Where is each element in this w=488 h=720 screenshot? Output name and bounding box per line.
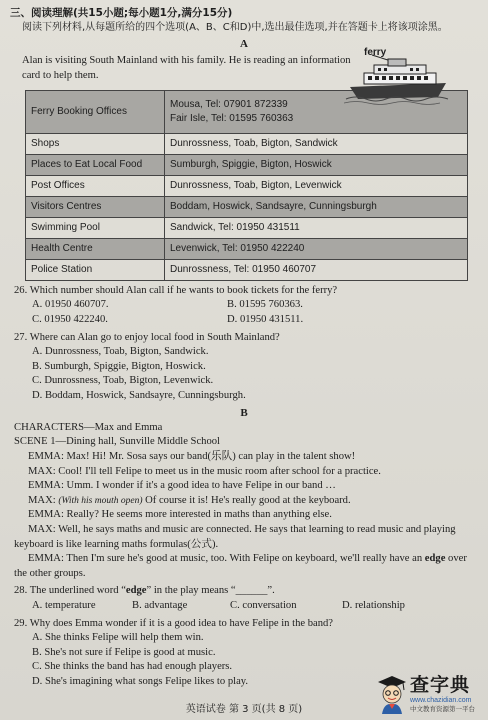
play-line-3 — [14, 479, 478, 494]
info-category: Police Station — [26, 259, 165, 280]
info-row — [26, 154, 468, 175]
option-28-b: B. advantage — [132, 600, 188, 612]
question-27-stem: 27. Where can Alan go to enjoy local food in South Mainland? — [14, 331, 280, 343]
line-text: over the other groups. — [14, 553, 467, 579]
ferry-illustration — [344, 49, 452, 105]
info-row — [26, 196, 468, 217]
line-text: MAX: Cool! I'll tell Felipe to meet us in the music room after school for a practice. — [28, 465, 381, 477]
stem-text: ” in the play means “______”. — [146, 585, 275, 597]
option-26-c: C. 01950 422240. — [32, 313, 108, 325]
info-value-line: Dunrossness, Toab, Bigton, Levenwick — [170, 179, 342, 191]
info-row — [26, 259, 468, 280]
page-footer: 英语试卷 第 3 页(共 8 页) — [185, 704, 303, 715]
option-26-b: B. 01595 760363. — [227, 299, 303, 311]
option-27-b: B. Sumburgh, Spiggie, Bigton, Hoswick. — [32, 360, 206, 372]
info-category: Visitors Centres — [26, 196, 165, 217]
mascot-icon — [376, 674, 408, 714]
info-value — [165, 196, 468, 217]
play-line-5 — [14, 508, 478, 523]
info-category: Shops — [26, 133, 165, 154]
edge-word: edge — [424, 553, 446, 565]
part-a-intro: Alan is visiting South Mainland with his family. He is reading an information card to help them. — [22, 55, 351, 82]
ferry-icon — [344, 49, 452, 105]
info-value — [165, 133, 468, 154]
option-28-a: A. temperature — [32, 600, 96, 612]
info-category: Places to Eat Local Food — [26, 154, 165, 175]
info-category: Ferry Booking Offices — [26, 90, 165, 133]
ferry-label: ferry — [364, 47, 387, 58]
underlined-word: edge — [125, 585, 147, 597]
play-line-2 — [14, 465, 478, 480]
option-26-d: D. 01950 431511. — [227, 313, 304, 325]
info-value-line: Dunrossness, Toab, Bigton, Sandwick — [170, 137, 338, 149]
play-line-6 — [14, 523, 478, 552]
option-26-a: A. 01950 460707. — [32, 299, 109, 311]
option-28-d: D. relationship — [342, 600, 405, 612]
section-instruction: 阅读下列材料,从每题所给的四个选项(A、B、C和D)中,选出最佳选项,并在答题卡上将该项涂黑。 — [22, 22, 448, 34]
question-28-stem — [14, 584, 478, 599]
play-script — [14, 421, 478, 582]
question-26-options — [32, 298, 478, 327]
line-text: EMMA: Umm. I wonder if it's a good idea to have Felipe in our band … — [28, 480, 336, 492]
question-27 — [10, 331, 478, 404]
info-row — [26, 133, 468, 154]
information-card-table — [25, 90, 468, 281]
info-row — [26, 217, 468, 238]
option-29-c: C. She thinks the band has had enough players. — [32, 661, 233, 673]
logo-url: www.chazidian.com — [410, 697, 472, 704]
info-value-line: Boddam, Hoswick, Sandsayre, Cunningsburgh — [170, 200, 377, 212]
stage-direction: (With his mouth open) — [58, 495, 143, 506]
info-category: Post Offices — [26, 175, 165, 196]
question-28 — [10, 584, 478, 613]
info-value — [165, 259, 468, 280]
line-text: EMMA: Then I'm sure he's good at music, too. With Felipe on keyboard, we'll really have an — [28, 553, 425, 565]
stem-text: 28. The underlined word “ — [14, 585, 126, 597]
info-category: Health Centre — [26, 238, 165, 259]
part-a-label: A — [240, 38, 248, 51]
line-text: EMMA: Max! Hi! Mr. Sosa says our band(乐队) can play in the talent show! — [28, 450, 356, 462]
info-value — [165, 238, 468, 259]
option-29-d: D. She's imagining what songs Felipe likes to play. — [32, 676, 249, 688]
info-value-line: Levenwick, Tel: 01950 422240 — [170, 242, 305, 254]
option-29-a: A. She thinks Felipe will help them win. — [32, 632, 204, 644]
logo-name: 查字典 — [410, 674, 471, 696]
info-value — [165, 154, 468, 175]
option-27-d: D. Boddam, Hoswick, Sandsayre, Cunningsburgh. — [32, 389, 246, 401]
play-line-4 — [14, 494, 478, 509]
info-row — [26, 175, 468, 196]
info-value-line: Sandwick, Tel: 01950 431511 — [170, 221, 300, 233]
option-29-b: B. She's not sure if Felipe is good at music. — [32, 646, 216, 658]
line-text: EMMA: Really? He seems more interested in maths than anything else. — [28, 509, 332, 521]
part-b-label: B — [240, 406, 248, 419]
option-27-a: A. Dunrossness, Toab, Bigton, Sandwick. — [32, 346, 209, 358]
info-category: Swimming Pool — [26, 217, 165, 238]
section-heading: 三、阅读理解(共15小题;每小题1分,满分15分) — [10, 7, 233, 19]
info-row — [26, 238, 468, 259]
chazidian-logo — [376, 670, 484, 716]
option-27-c: C. Dunrossness, Toab, Bigton, Levenwick. — [32, 375, 214, 387]
info-value-line: Fair Isle, Tel: 01595 760363 — [170, 112, 294, 124]
info-value — [165, 175, 468, 196]
info-value-line: Sumburgh, Spiggie, Bigton, Hoswick — [170, 158, 332, 170]
line-text: MAX: — [28, 494, 59, 506]
question-26 — [10, 284, 478, 328]
info-value-line: Mousa, Tel: 07901 872339 — [170, 98, 288, 110]
question-27-options — [32, 345, 478, 403]
info-value-line: Dunrossness, Tel: 01950 460707 — [170, 263, 317, 275]
line-text: MAX: Well, he says maths and music are connected. He says that learning to read music and playing keyboard is like learning maths formulas(公式). — [14, 523, 456, 550]
question-26-stem: 26. Which number should Alan call if he wants to book tickets for the ferry? — [14, 284, 338, 296]
logo-tagline: 中文教育资源第一平台 — [410, 705, 475, 713]
play-line-1 — [14, 450, 478, 465]
play-scene: SCENE 1—Dining hall, Sunville Middle School — [14, 436, 220, 448]
play-line-7 — [14, 552, 478, 581]
question-28-options — [32, 599, 478, 614]
question-29-stem: 29. Why does Emma wonder if it is a good idea to have Felipe in the band? — [14, 617, 334, 629]
line-text: Of course it is! He's really good at the keyboard. — [142, 494, 351, 506]
info-value — [165, 217, 468, 238]
play-characters: CHARACTERS—Max and Emma — [14, 421, 163, 433]
option-28-c: C. conversation — [230, 600, 297, 612]
